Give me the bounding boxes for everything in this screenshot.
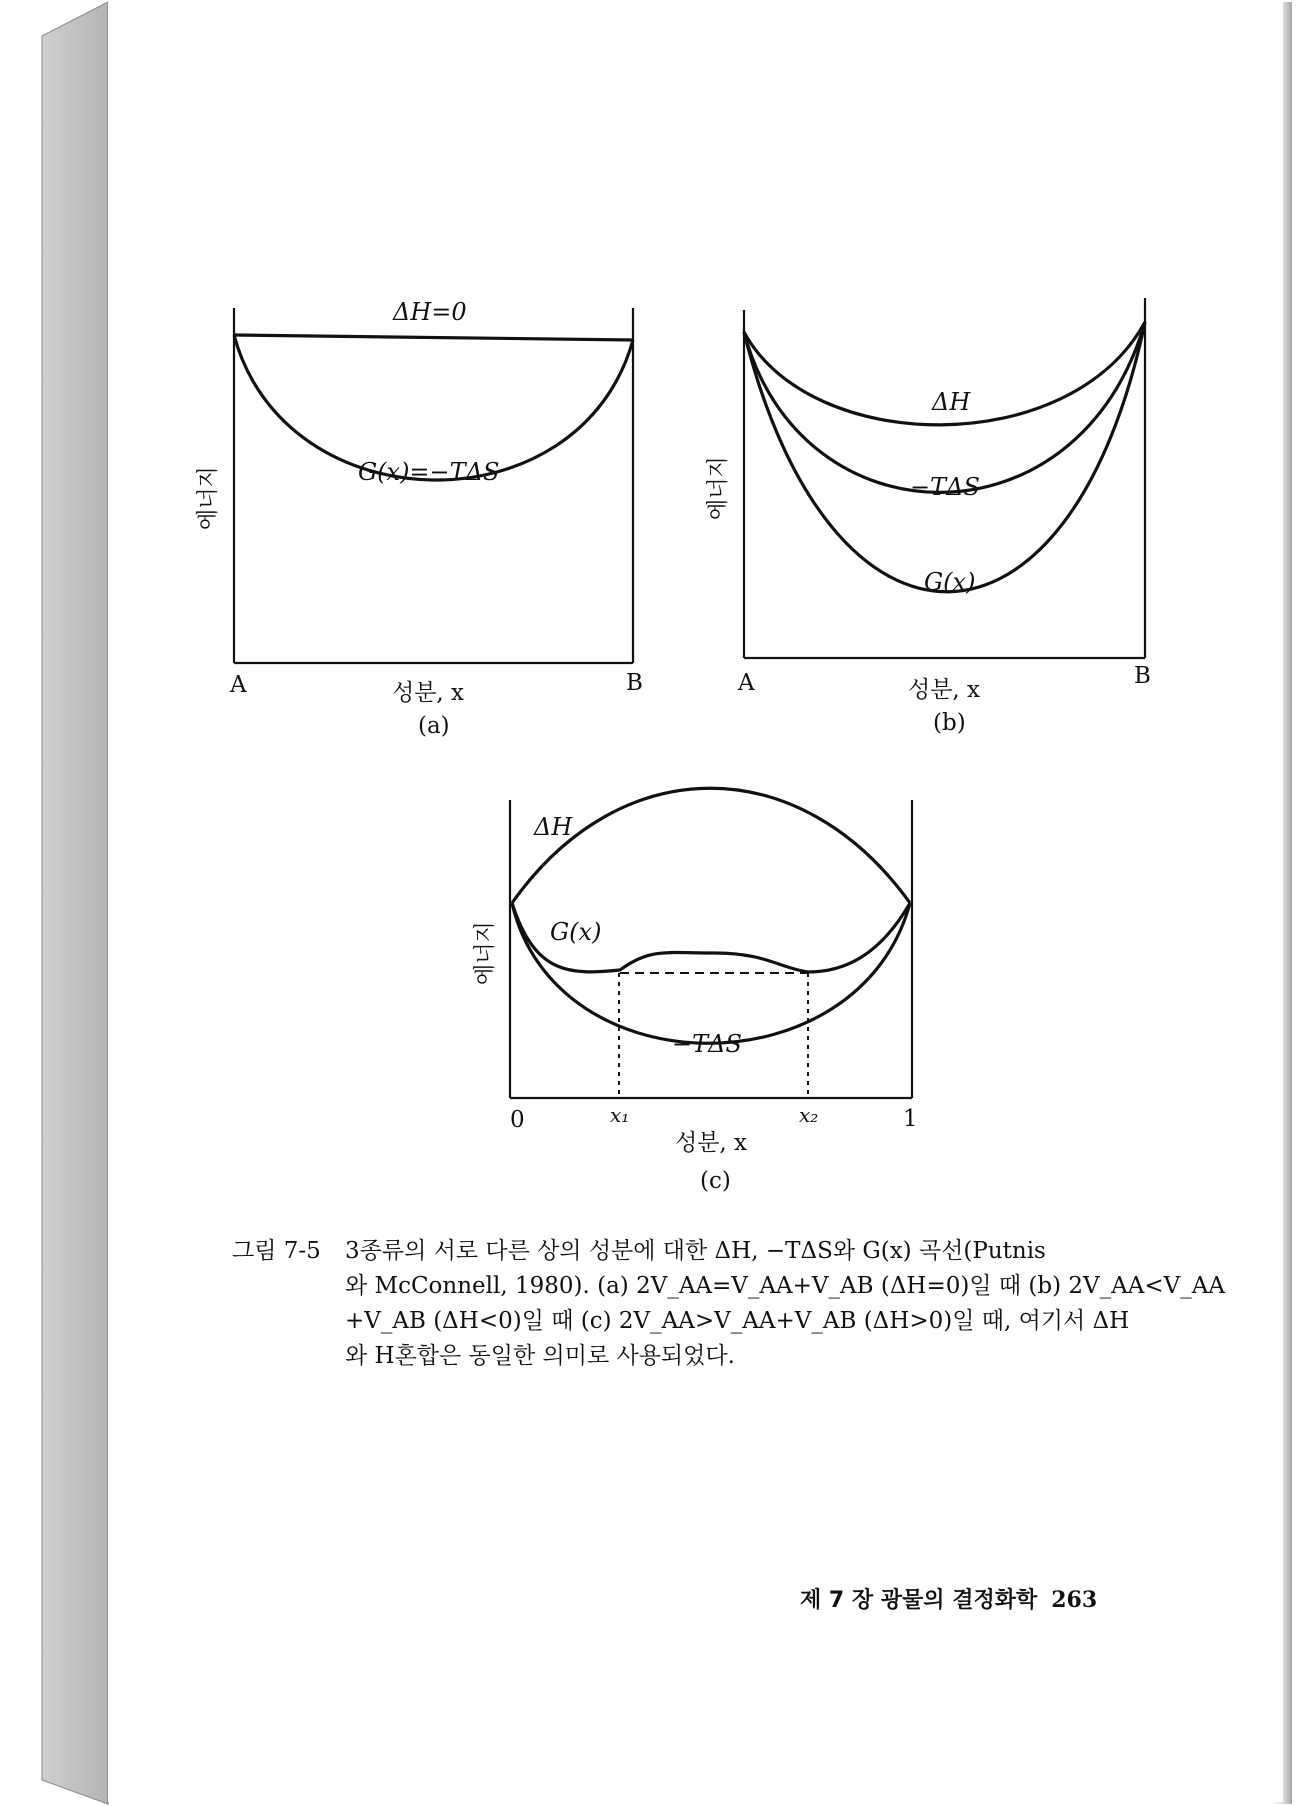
y-axis-label: 에너지 (196, 466, 221, 530)
chapter-title: 제 7 장 광물의 결정화학 (800, 1588, 1038, 1613)
x2-label: x₂ (799, 1103, 819, 1127)
curve-label-dh: ΔH=0 (393, 298, 467, 326)
g-curve (744, 322, 1145, 592)
curve-label-g: G(x) (924, 568, 976, 596)
curve-label-dh: ΔH (932, 388, 971, 416)
left-endpoint-label: A (738, 670, 755, 696)
left-endpoint-label: 0 (510, 1107, 525, 1133)
delta-h-zero-line (234, 335, 633, 340)
x-axis-label: 성분, x (392, 680, 465, 706)
right-endpoint-label: 1 (903, 1106, 918, 1132)
x-axis-label: 성분, x (908, 677, 981, 703)
page-number: 263 (1051, 1587, 1098, 1613)
figure-label: (a) (418, 713, 450, 739)
right-endpoint-label: B (1134, 663, 1151, 689)
figure-a (185, 290, 655, 750)
curve-label-g: G(x) (550, 918, 602, 946)
curve-label-ts: −TΔS (672, 1030, 742, 1058)
delta-h-curve (512, 788, 910, 903)
page-footer (800, 1583, 1097, 1614)
figure-c (440, 790, 920, 1200)
caption-line: 와 H혼합은 동일한 의미로 사용되었다. (345, 1343, 735, 1369)
right-endpoint-label: B (626, 670, 643, 696)
caption-line: 와 McConnell, 1980). (a) 2V_AA=V_AA+V_AB (ΔH=0)일 때 (b) 2V_AA<V_AA (345, 1273, 1225, 1299)
x-axis-label: 성분, x (675, 1130, 748, 1156)
y-axis-label: 에너지 (473, 921, 498, 985)
left-endpoint-label: A (230, 672, 247, 698)
figure-label: (c) (700, 1168, 731, 1194)
y-axis-label: 에너지 (706, 456, 731, 520)
x1-label: x₁ (610, 1103, 630, 1127)
caption-line: 3종류의 서로 다른 상의 성분에 대한 ΔH, −TΔS와 G(x) 곡선(Putnis (345, 1238, 1046, 1264)
curve-label-g: G(x)=−TΔS (358, 458, 500, 486)
book-spine (42, 2, 108, 1804)
caption-line: +V_AB (ΔH<0)일 때 (c) 2V_AA>V_AA+V_AB (ΔH>0)일 때, 여기서 ΔH (345, 1308, 1130, 1334)
curve-label-ts: −TΔS (910, 473, 980, 501)
caption-label: 그림 7-5 (232, 1238, 321, 1264)
curve-label-dh: ΔH (534, 813, 573, 841)
caption-body (345, 1234, 1225, 1374)
figure-label: (b) (933, 710, 966, 736)
figure-b (700, 290, 1170, 750)
